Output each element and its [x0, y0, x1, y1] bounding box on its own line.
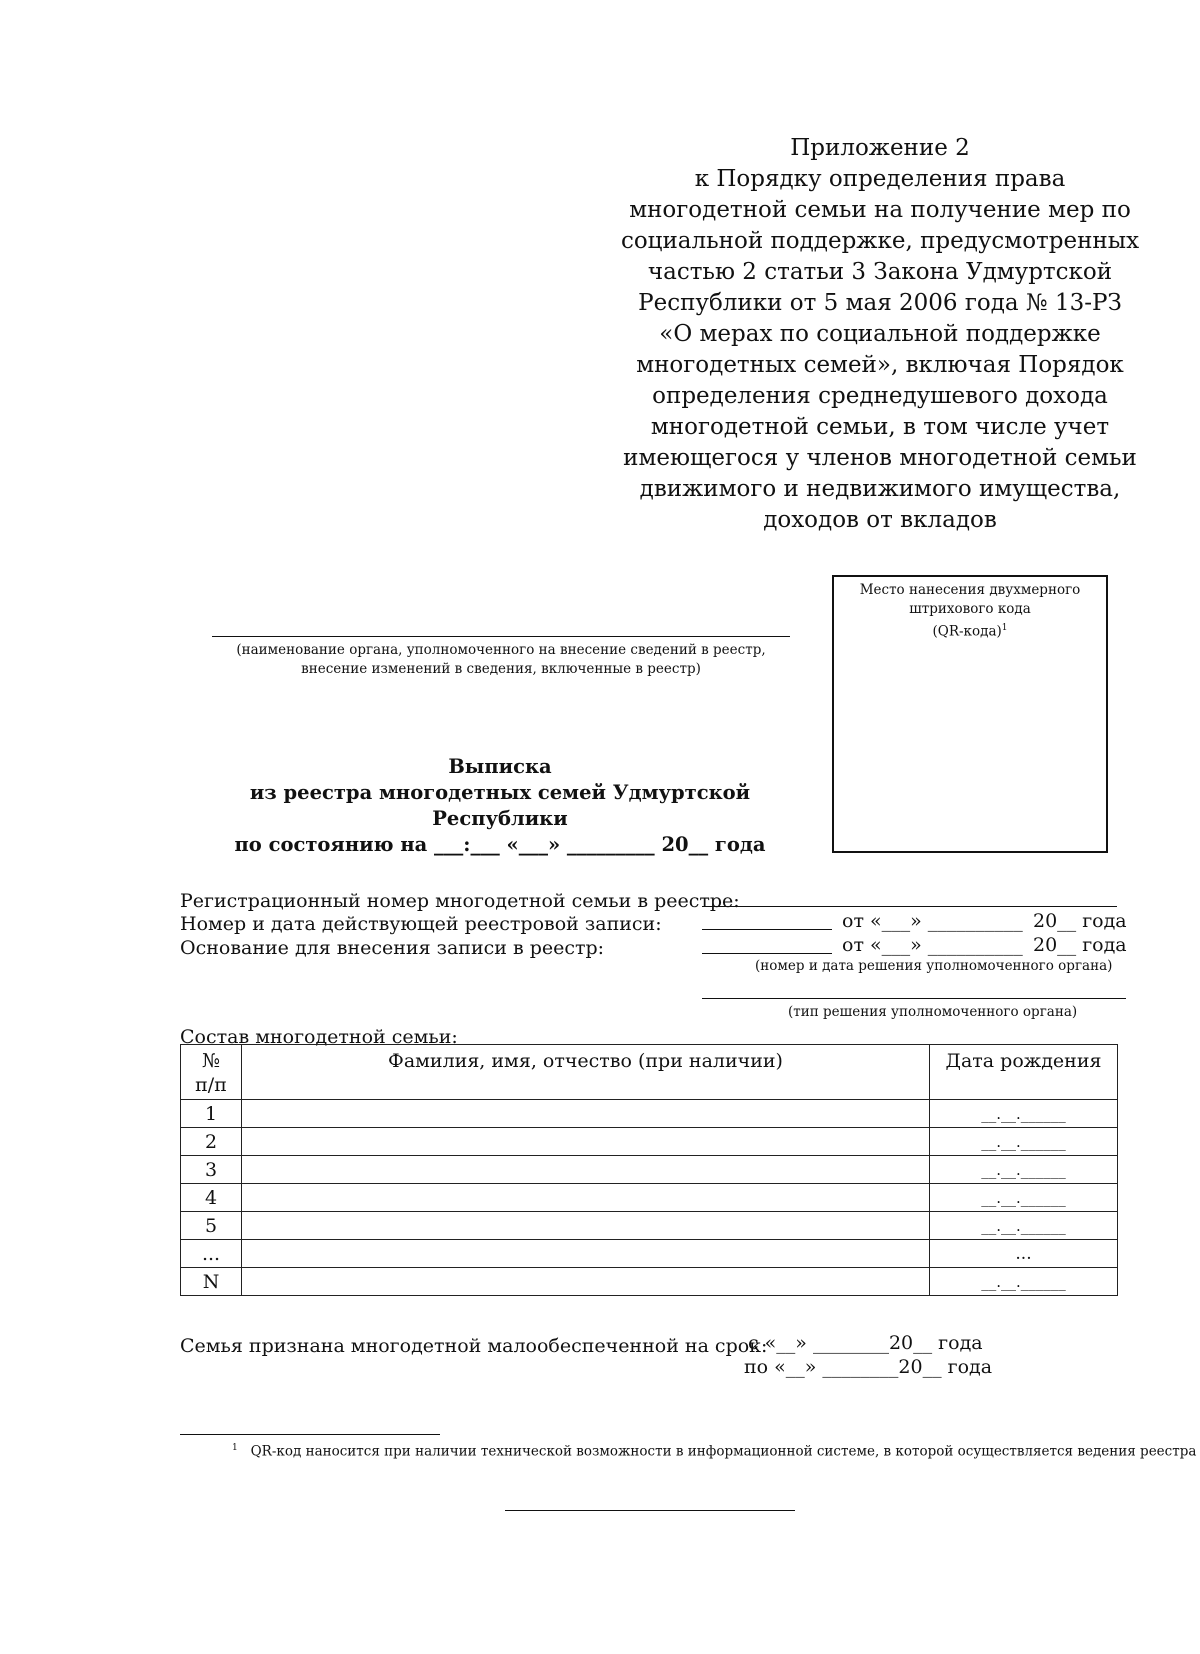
- header-line: многодетной семьи на получение мер по: [629, 197, 1131, 223]
- low-income-from[interactable]: с «__» ________20__ года: [748, 1332, 983, 1354]
- row-number: 1: [181, 1100, 242, 1128]
- header-line: многодетных семей», включая Порядок: [636, 352, 1124, 378]
- row-number: N: [181, 1268, 242, 1296]
- title-line: Выписка: [448, 755, 552, 778]
- reg-number-label: Регистрационный номер многодетной семьи в реестре:: [180, 890, 740, 912]
- name-cell[interactable]: [242, 1100, 930, 1128]
- title-line: из реестра многодетных семей Удмуртской Республики: [249, 781, 751, 830]
- table-row: [181, 1268, 1118, 1296]
- header-line: имеющегося у членов многодетной семьи: [623, 445, 1137, 471]
- header-line: частью 2 статьи 3 Закона Удмуртской: [647, 259, 1113, 285]
- title-line: по состоянию на ___:___ «___» _________ 20__ года: [234, 833, 766, 856]
- table-row: [181, 1100, 1118, 1128]
- appendix-header: [600, 133, 1160, 536]
- table-header-row: [181, 1045, 1118, 1100]
- name-cell[interactable]: [242, 1212, 930, 1240]
- record-date-from[interactable]: от «___» __________: [842, 910, 1023, 932]
- birthdate-cell[interactable]: __.__.______: [930, 1212, 1118, 1240]
- name-cell[interactable]: [242, 1156, 930, 1184]
- name-cell[interactable]: [242, 1184, 930, 1212]
- row-number: ...: [181, 1240, 242, 1268]
- bottom-divider: [505, 1510, 795, 1511]
- header-line: Республики от 5 мая 2006 года № 13-РЗ: [638, 290, 1122, 316]
- footnote-mark: 1: [1001, 623, 1008, 633]
- table-row: [181, 1212, 1118, 1240]
- record-number-field[interactable]: [702, 929, 832, 930]
- name-cell[interactable]: [242, 1240, 930, 1268]
- birthdate-cell[interactable]: __.__.______: [930, 1156, 1118, 1184]
- name-cell[interactable]: [242, 1268, 930, 1296]
- record-label: Номер и дата действующей реестровой записи:: [180, 913, 662, 935]
- birthdate-cell[interactable]: __.__.______: [930, 1184, 1118, 1212]
- header-line: движимого и недвижимого имущества,: [639, 476, 1121, 502]
- low-income-to[interactable]: по «__» ________20__ года: [744, 1356, 993, 1378]
- row-number: 3: [181, 1156, 242, 1184]
- family-table: [180, 1044, 1118, 1296]
- header-line: к Порядку определения права: [694, 166, 1066, 192]
- qr-caption-line: Место нанесения двухмерного: [859, 582, 1081, 598]
- basis-date-from[interactable]: от «___» __________: [842, 934, 1023, 956]
- organ-name-field[interactable]: [212, 636, 790, 637]
- header-line: многодетной семьи, в том числе учет: [650, 414, 1110, 440]
- organ-caption-line: (наименование органа, уполномоченного на внесение сведений в реестр,: [236, 642, 766, 658]
- birthdate-cell[interactable]: __.__.______: [930, 1268, 1118, 1296]
- col-date-header: Дата рождения: [930, 1045, 1118, 1100]
- header-line: доходов от вкладов: [763, 507, 997, 533]
- table-row: [181, 1156, 1118, 1184]
- family-caption: Состав многодетной семьи:: [180, 1026, 458, 1048]
- basis-number-field[interactable]: [702, 953, 832, 954]
- header-line: определения среднедушевого дохода: [652, 383, 1108, 409]
- header-line: Приложение 2: [790, 135, 970, 161]
- col-number-symbol: №: [202, 1050, 220, 1072]
- qr-caption-line: (QR-кода)$^1$: [932, 623, 1008, 640]
- row-number: 2: [181, 1128, 242, 1156]
- birthdate-cell[interactable]: __.__.______: [930, 1128, 1118, 1156]
- decision-type-field[interactable]: [702, 998, 1126, 999]
- basis-label: Основание для внесения записи в реестр:: [180, 937, 605, 959]
- footnote-divider: [180, 1434, 440, 1435]
- footnote-text: QR-код наносится при наличии технической возможности в информационной системе, в которой осуществляется ведения реестра: [250, 1443, 1197, 1460]
- col-name-header: Фамилия, имя, отчество (при наличии): [242, 1045, 930, 1100]
- row-number: 5: [181, 1212, 242, 1240]
- name-cell[interactable]: [242, 1128, 930, 1156]
- decision-caption: (номер и дата решения уполномоченного органа): [755, 958, 1113, 974]
- row-number: 4: [181, 1184, 242, 1212]
- qr-code-box: [832, 575, 1108, 853]
- header-line: социальной поддержке, предусмотренных: [620, 228, 1140, 254]
- reg-number-field[interactable]: [702, 906, 1117, 907]
- document-title: [180, 754, 820, 858]
- birthdate-cell[interactable]: ...: [930, 1240, 1118, 1268]
- qr-caption-line: штрихового кода: [909, 601, 1031, 617]
- organ-caption-line: внесение изменений в сведения, включенные в реестр): [301, 661, 701, 677]
- basis-date-year: 20__ года: [1033, 934, 1127, 956]
- footnote-mark: 1: [232, 1443, 238, 1453]
- table-row: [181, 1240, 1118, 1268]
- col-number-abbr: п/п: [195, 1074, 227, 1096]
- footnote: [232, 1443, 1196, 1460]
- birthdate-cell[interactable]: __.__.______: [930, 1100, 1118, 1128]
- table-row: [181, 1128, 1118, 1156]
- decision-type-caption: (тип решения уполномоченного органа): [788, 1004, 1078, 1020]
- organ-caption: [212, 641, 790, 679]
- low-income-label: Семья признана многодетной малообеспеченной на срок:: [180, 1335, 768, 1357]
- table-row: [181, 1184, 1118, 1212]
- record-date-year: 20__ года: [1033, 910, 1127, 932]
- col-number-header: [181, 1045, 242, 1100]
- header-line: «О мерах по социальной поддержке: [659, 321, 1101, 347]
